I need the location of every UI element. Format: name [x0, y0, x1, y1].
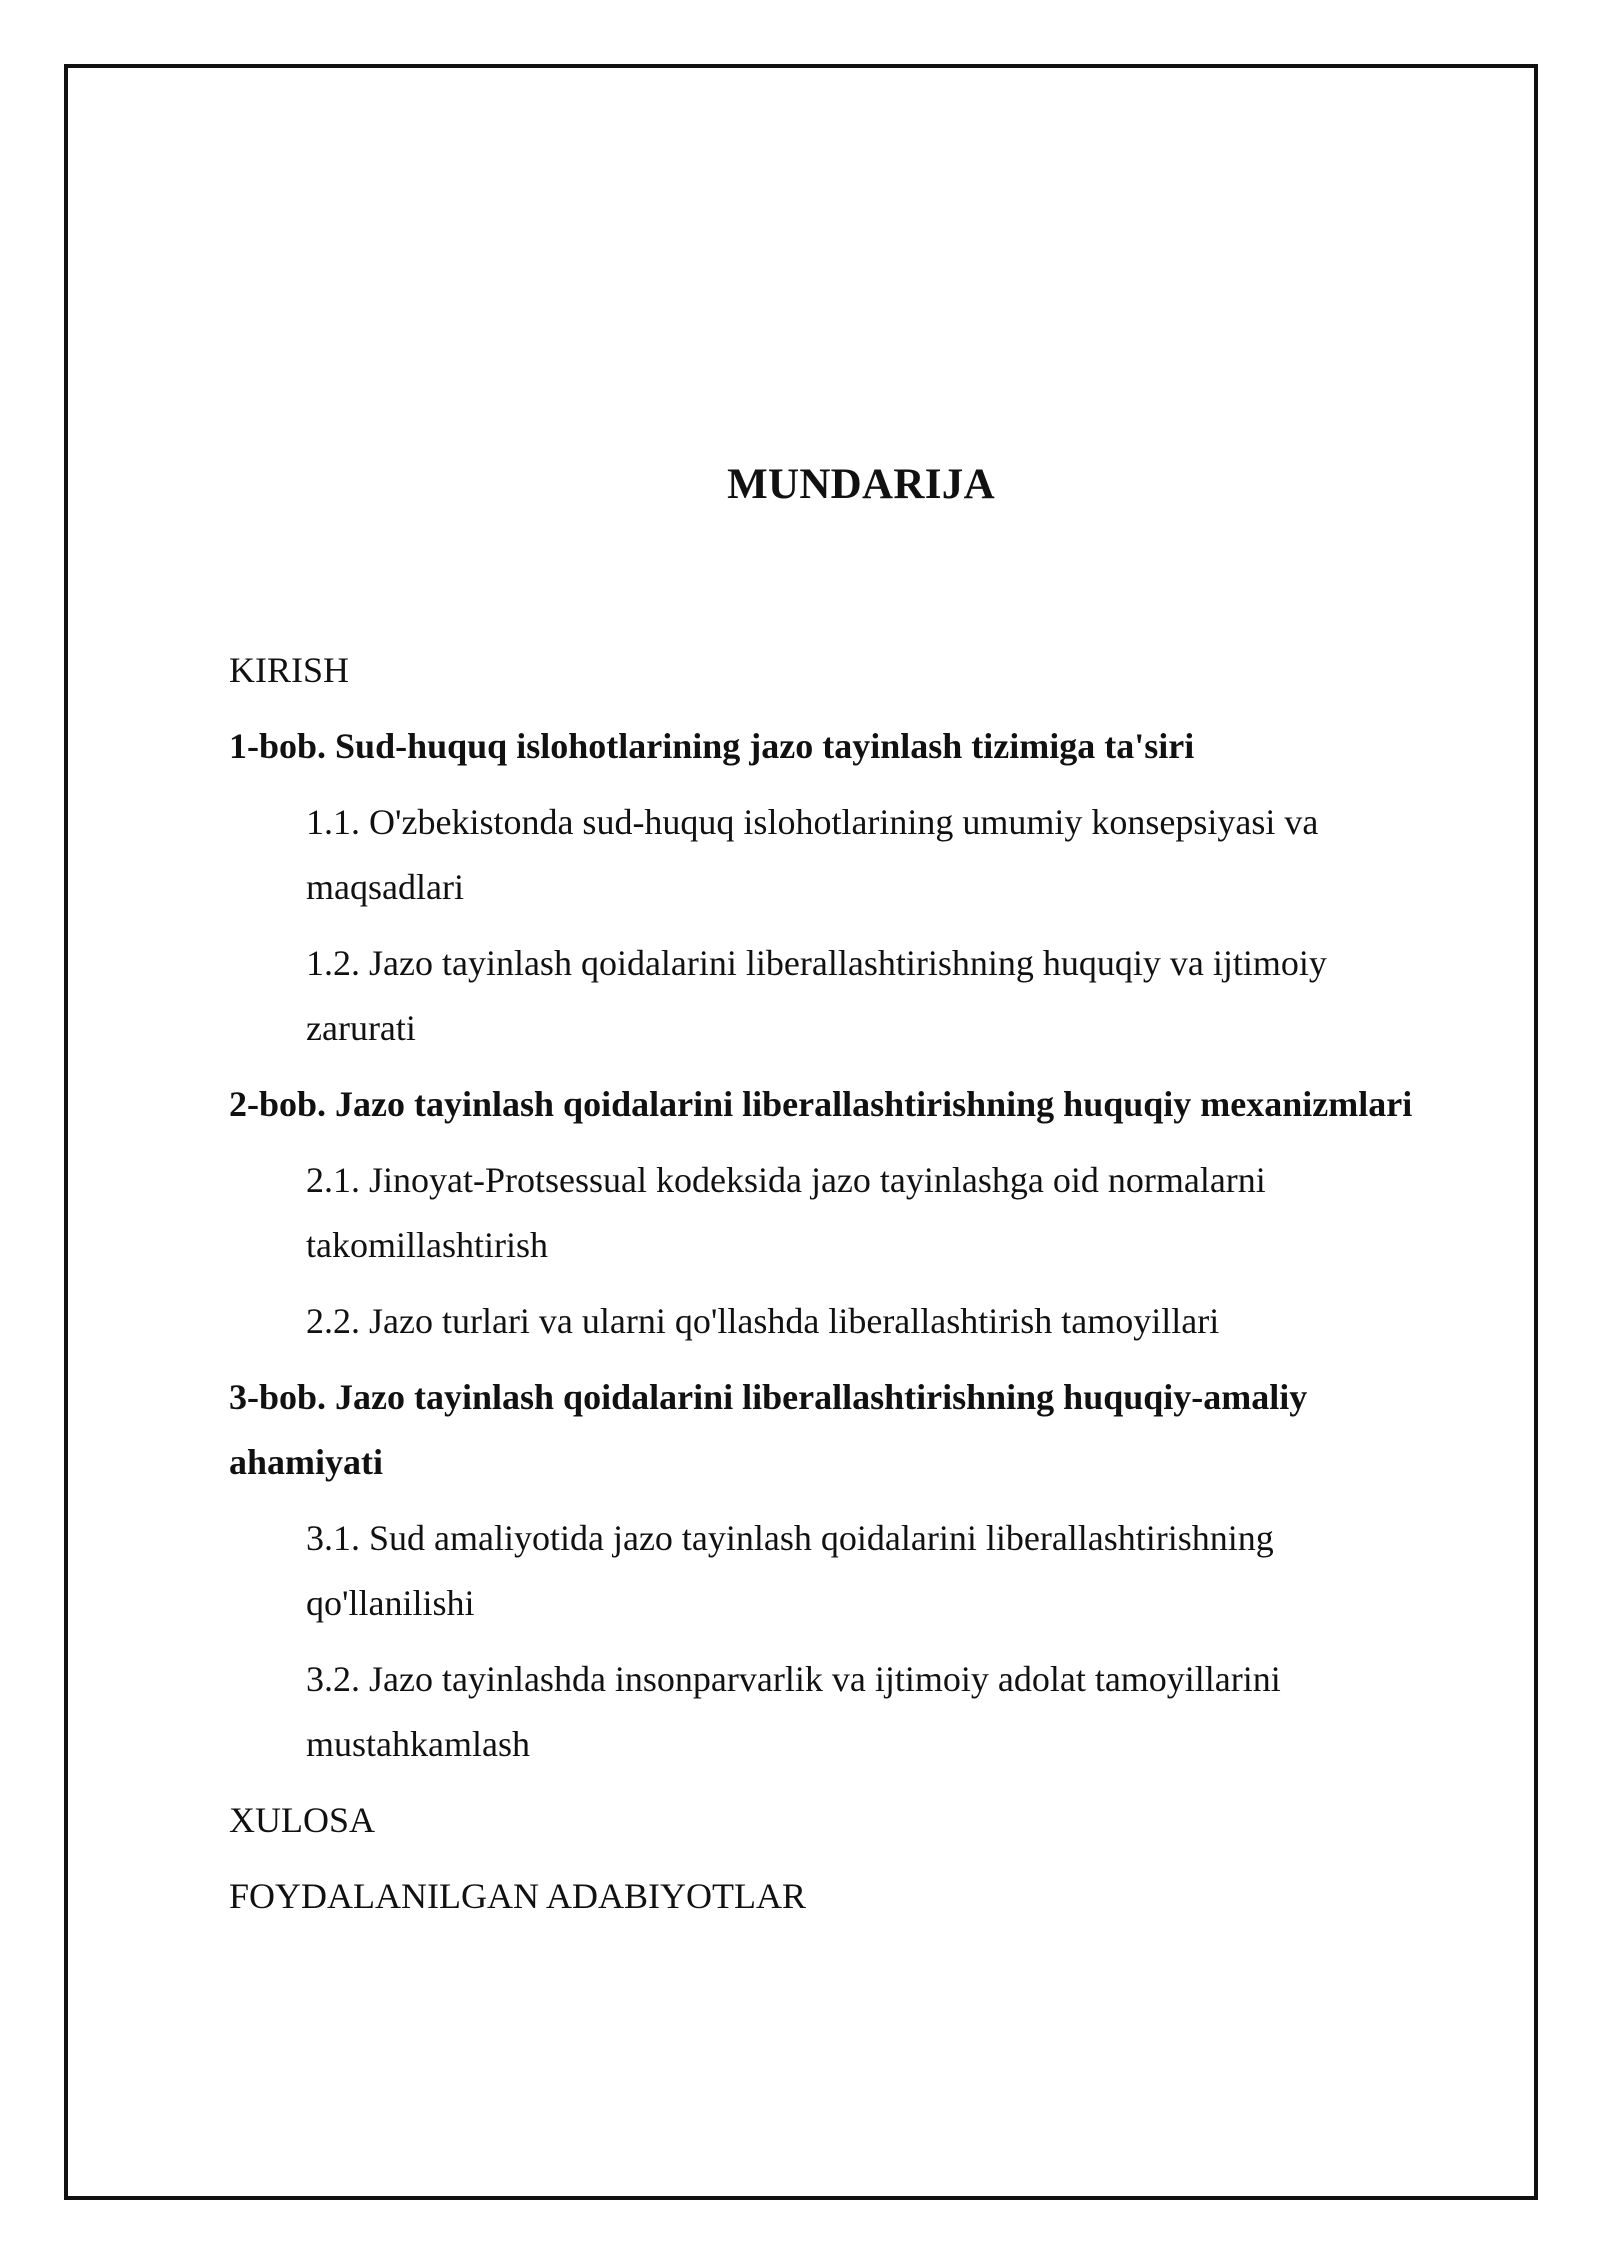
toc-section-1-2-line-2: zarurati: [306, 1008, 416, 1048]
toc-section-3-2: [229, 1647, 1529, 1777]
toc-chapter-2-title: 2-bob. Jazo tayinlash qoidalarini liberallashtirishning huquqiy mexanizmlari: [229, 1084, 1413, 1124]
toc-section-3-1-line-2: qo'llanilishi: [306, 1583, 475, 1623]
toc-section-1-1-line-2: maqsadlari: [306, 867, 464, 907]
toc-section-2-1-line-1: 2.1. Jinoyat-Protsessual kodeksida jazo tayinlashga oid normalarni: [306, 1160, 1266, 1200]
toc-section-3-1: [229, 1506, 1529, 1636]
toc-section-2-2: 2.2. Jazo turlari va ularni qo'llashda liberallashtirish tamoyillari: [306, 1301, 1220, 1341]
toc-section-1-1: [229, 790, 1529, 920]
toc-references: FOYDALANILGAN ADABIYOTLAR: [229, 1876, 806, 1916]
toc-chapter-3-title-line-1: 3-bob. Jazo tayinlash qoidalarini liberallashtirishning huquqiy-amaliy: [229, 1377, 1308, 1417]
toc-section-3-1-line-1: 3.1. Sud amaliyotida jazo tayinlash qoidalarini liberallashtirishning: [306, 1518, 1274, 1558]
toc-section-1-1-line-1: 1.1. O'zbekistonda sud-huquq islohotlarining umumiy konsepsiyasi va: [306, 802, 1319, 842]
toc-section-2-1-line-2: takomillashtirish: [306, 1225, 548, 1265]
toc-intro: KIRISH: [229, 650, 350, 690]
table-of-contents: [229, 638, 1529, 1940]
toc-chapter-1-title: 1-bob. Sud-huquq islohotlarining jazo tayinlash tizimiga ta'siri: [229, 726, 1195, 766]
toc-section-2-1: [229, 1148, 1529, 1278]
toc-conclusion: XULOSA: [229, 1800, 376, 1840]
toc-section-1-2-line-1: 1.2. Jazo tayinlash qoidalarini liberallashtirishning huquqiy va ijtimoiy: [306, 943, 1327, 983]
document-title: MUNDARIJA: [727, 461, 995, 508]
toc-chapter-3-title-line-2: ahamiyati: [229, 1442, 384, 1482]
toc-section-3-2-line-1: 3.2. Jazo tayinlashda insonparvarlik va ijtimoiy adolat tamoyillarini: [306, 1659, 1281, 1699]
toc-section-1-2: [229, 931, 1529, 1061]
toc-section-3-2-line-2: mustahkamlash: [306, 1724, 530, 1764]
toc-chapter-3-title: [229, 1365, 1529, 1495]
